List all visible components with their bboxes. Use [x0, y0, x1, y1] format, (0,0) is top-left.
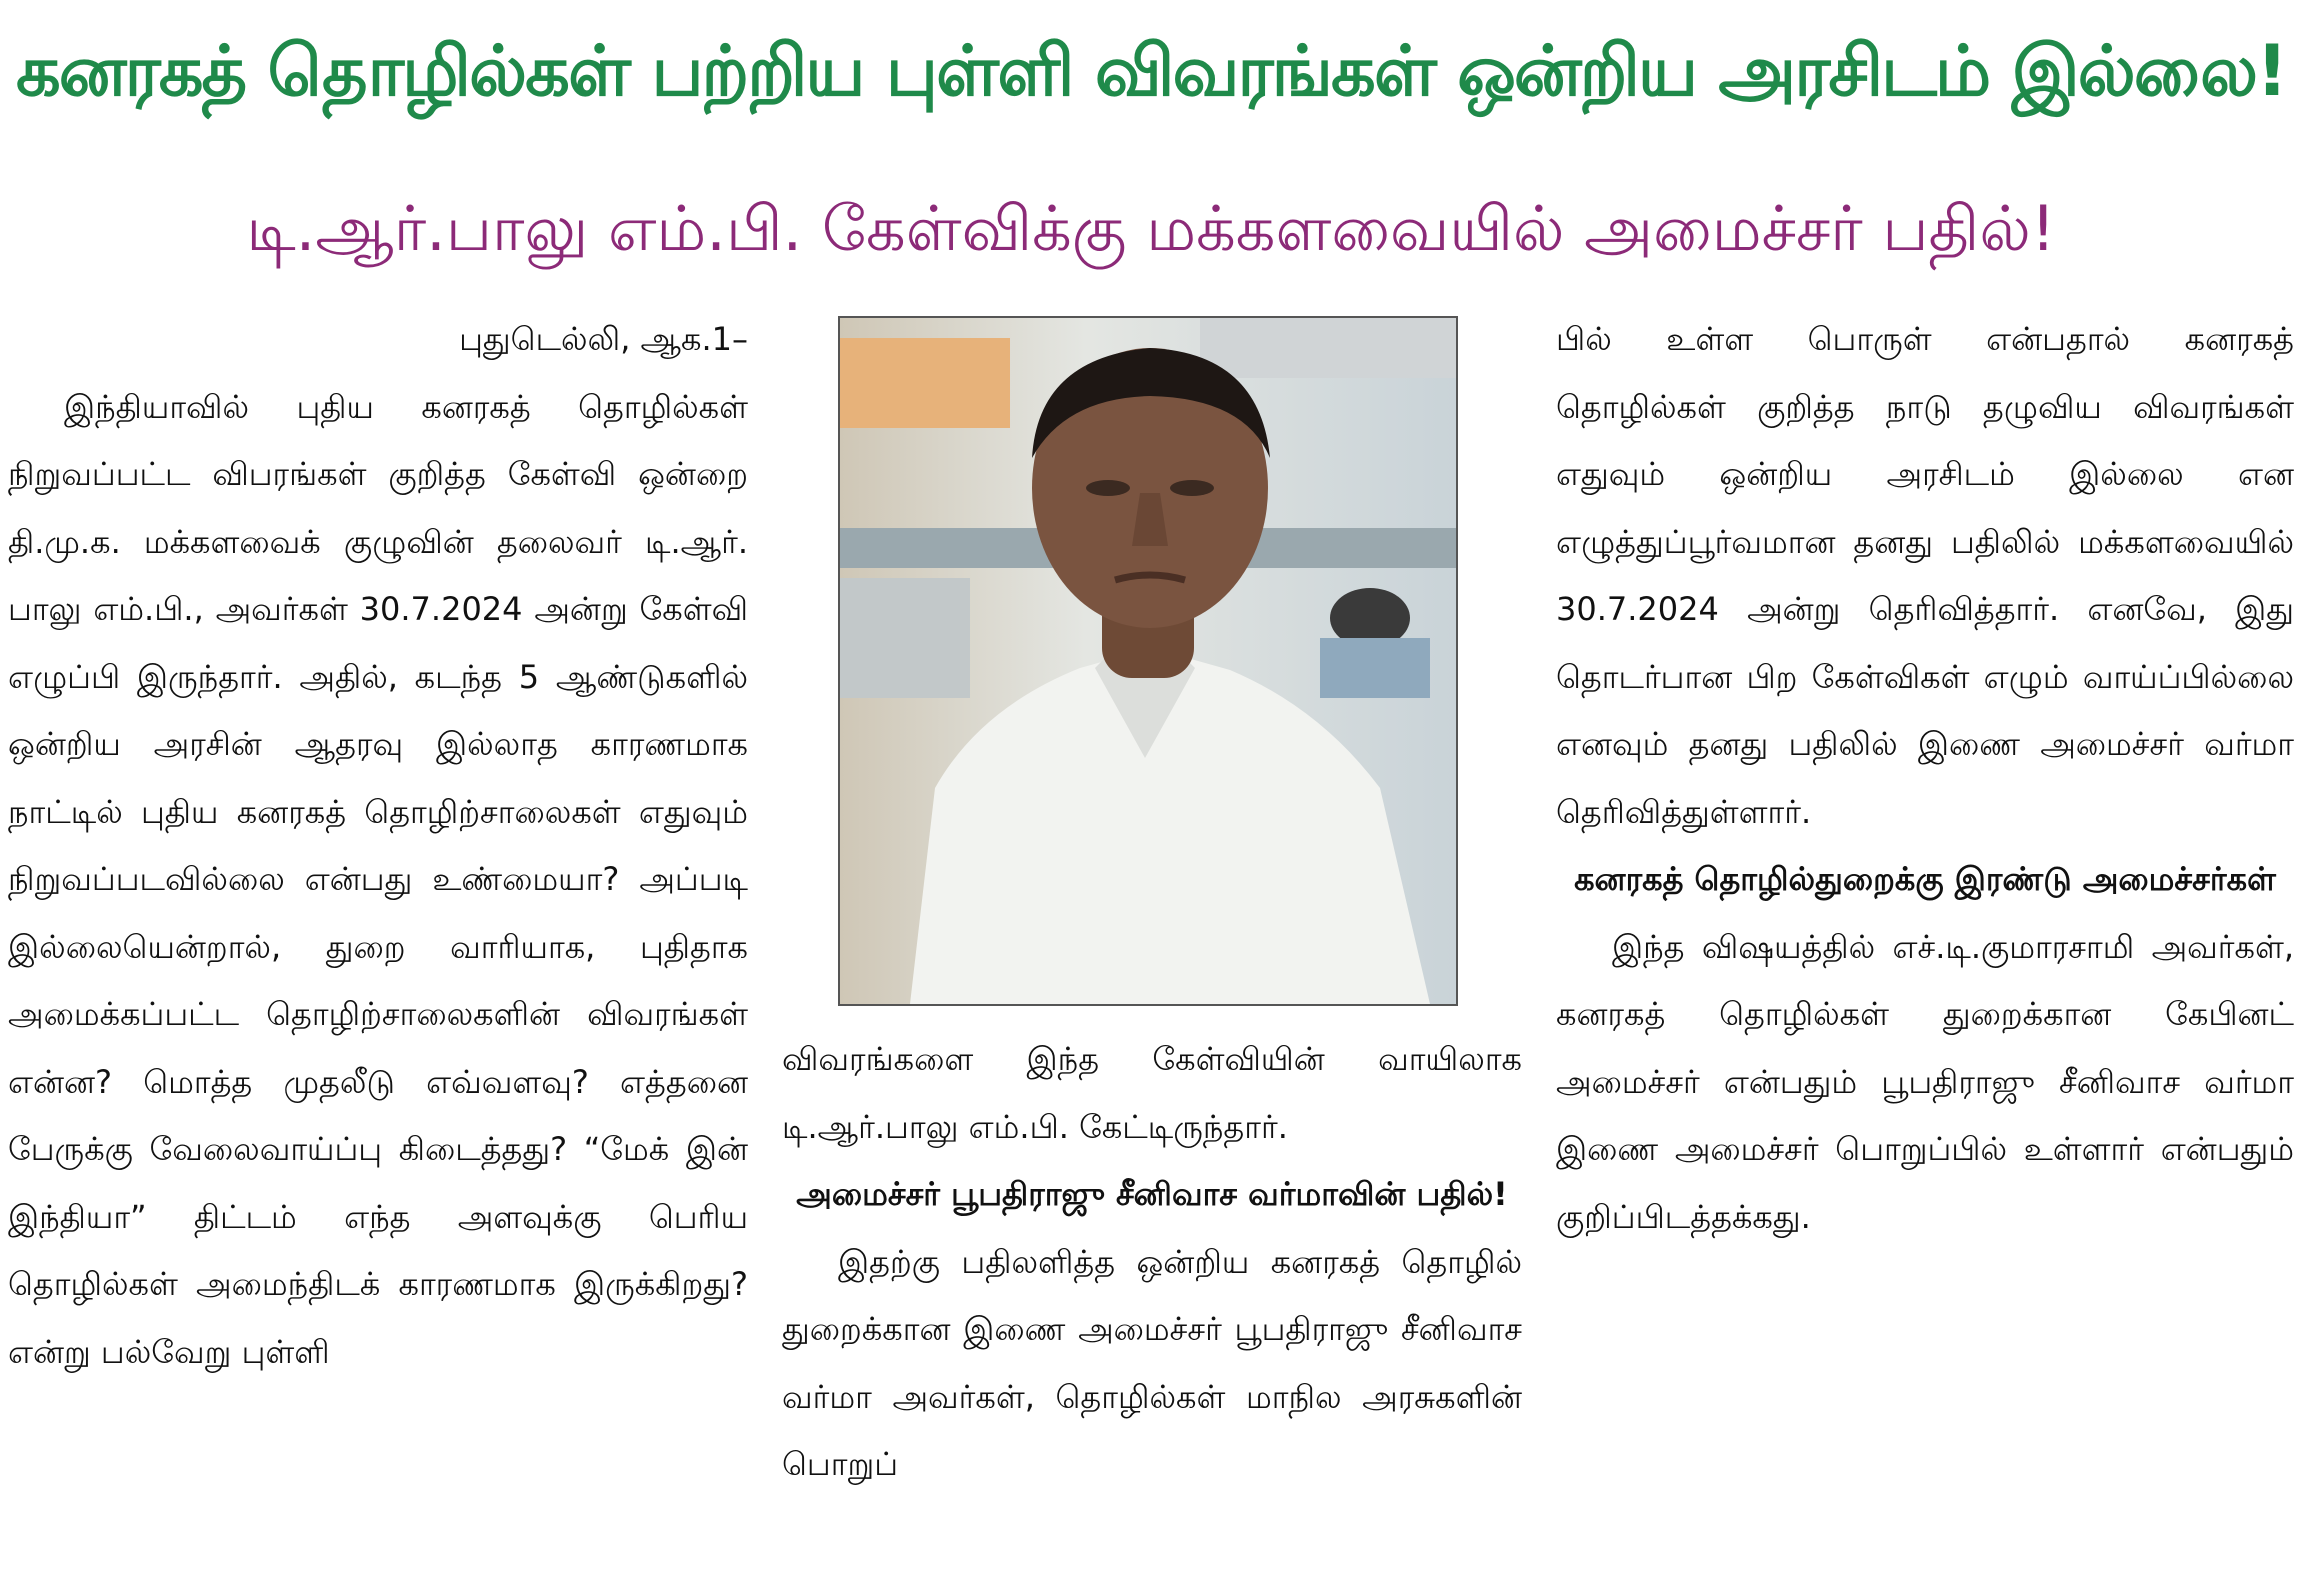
right-body-paragraph-1: பில் உள்ள பொருள் என்பதால் கனரகத் தொழில்கள் குறித்த நாடு தழுவிய விவரங்கள் எதுவும் ஒன்றிய அரசிடம் இல்லை என எழுத்துப்பூர்வமான தனது பதிலில் மக்களவையில் 30.7.2024 அன்று தெரிவித்தார். எனவே, இது தொடர்பான பிற கேள்விகள் எழும் வாய்ப்பில்லை எனவும் தனது பதிலில் இணை அமைச்சர் வர்மா தெரிவித்துள்ளார்.	[1556, 320, 2294, 831]
left-body-paragraph: இந்தியாவில் புதிய கனரகத் தொழில்கள் நிறுவப்பட்ட விபரங்கள் குறித்த கேள்வி ஒன்றை தி.மு.க. மக்களவைக் குழுவின் தலைவர் டி.ஆர். பாலு எம்.பி., அவர்கள் 30.7.2024 அன்று கேள்வி எழுப்பி இருந்தார். அதில், கடந்த 5 ஆண்டுகளில் ஒன்றிய அரசின் ஆதரவு இல்லாத காரணமாக நாட்டில் புதிய கனரகத் தொழிற்சாலைகள் எதுவும் நிறுவப்படவில்லை என்பது உண்மையா? அப்படி இல்லையென்றால், துறை வாரியாக, புதிதாக அமைக்கப்பட்ட தொழிற்சாலைகளின் விவரங்கள் என்ன? மொத்த முதலீடு எவ்வளவு? எத்தனை பேருக்கு வேலைவாய்ப்பு கிடைத்தது? “மேக் இன் இந்தியா” திட்டம் எந்த அளவுக்கு பெரிய தொழில்கள் அமைந்திடக் காரணமாக இருக்கிறது? என்று பல்வேறு புள்ளி	[8, 387, 748, 1371]
headline: கனரகத் தொழில்கள் பற்றிய புள்ளி விவரங்கள் ஒன்றிய அரசிடம் இல்லை!	[15, 29, 2287, 112]
middle-column	[782, 1026, 1522, 1574]
right-sub-heading: கனரகத் தொழில்துறைக்கு இரண்டு அமைச்சர்கள்	[1574, 860, 2276, 898]
news-photo	[838, 316, 1458, 1006]
mid-body-paragraph-2: இதற்கு பதிலளித்த ஒன்றிய கனரகத் தொழில் துறைக்கான இணை அமைச்சர் பூபதிராஜு சீனிவாச வர்மா அவர்கள், தொழில்கள் மாநில அரசுகளின் பொறுப்	[782, 1242, 1522, 1483]
mid-sub-heading: அமைச்சர் பூபதிராஜு சீனிவாச வர்மாவின் பதில்!	[796, 1175, 1508, 1213]
dateline: புதுடெல்லி, ஆக.1–	[459, 320, 748, 358]
right-body-paragraph-2: இந்த விஷயத்தில் எச்.டி.குமாரசாமி அவர்கள், கனரகத் தொழில்கள் துறைக்கான கேபினட் அமைச்சர் என்பதும் பூபதிராஜு சீனிவாச வர்மா இணை அமைச்சர் பொறுப்பில் உள்ளார் என்பதும் குறிப்பிடத்தக்கது.	[1556, 927, 2294, 1236]
portrait-image	[840, 318, 1456, 1004]
left-column	[8, 306, 748, 1574]
right-column	[1556, 306, 2294, 1574]
mid-body-paragraph-1: விவரங்களை இந்த கேள்வியின் வாயிலாக டி.ஆர்.பாலு எம்.பி. கேட்டிருந்தார்.	[782, 1040, 1522, 1146]
subheadline: டி.ஆர்.பாலு எம்.பி. கேள்விக்கு மக்களவையில் அமைச்சர் பதில்!	[246, 192, 2056, 265]
